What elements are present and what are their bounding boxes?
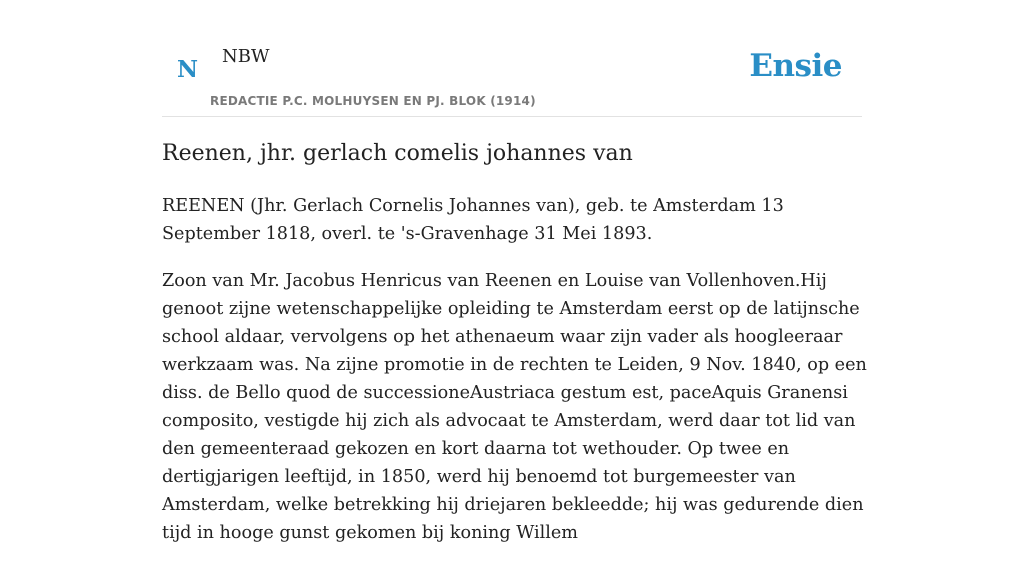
- source-logo[interactable]: N: [177, 56, 199, 83]
- brand-logo[interactable]: Ensie: [749, 48, 842, 84]
- article: [162, 138, 872, 566]
- article-paragraph: Zoon van Mr. Jacobus Henricus van Reenen en Louise van Vollenhoven.Hij genoot zijne wetenschappelijke opleiding te Amsterdam eerst op de latijnsche school aldaar, vervolgens op het athenaeum waar zijn vader als hoogleeraar werkzaam was. Na zijne promotie in de rechten te Leiden, 9 Nov. 1840, op een diss. de Bello quod de successioneAustriaca gestum est, paceAquis Granensi composito, vestigde hij zich als advocaat te Amsterdam, werd daar tot lid van den gemeenteraad gekozen en kort daarna tot wethouder. Op twee en dertigjarigen leeftijd, in 1850, werd hij benoemd tot burgemeester van Amsterdam, welke betrekking hij driejaren bekleedde; hij was gedurende dien tijd in hooge gunst gekomen bij koning Willem: [162, 271, 867, 543]
- source-header: [162, 0, 862, 117]
- article-paragraph: REENEN (Jhr. Gerlach Cornelis Johannes van), geb. te Amsterdam 13 September 1818, overl. te 's-Gravenhage 31 Mei 1893.: [162, 196, 784, 244]
- article-title: Reenen, jhr. gerlach comelis johannes van: [162, 141, 633, 166]
- source-subtitle: REDACTIE P.C. MOLHUYSEN EN PJ. BLOK (1914): [210, 94, 536, 108]
- source-title[interactable]: NBW: [222, 46, 270, 67]
